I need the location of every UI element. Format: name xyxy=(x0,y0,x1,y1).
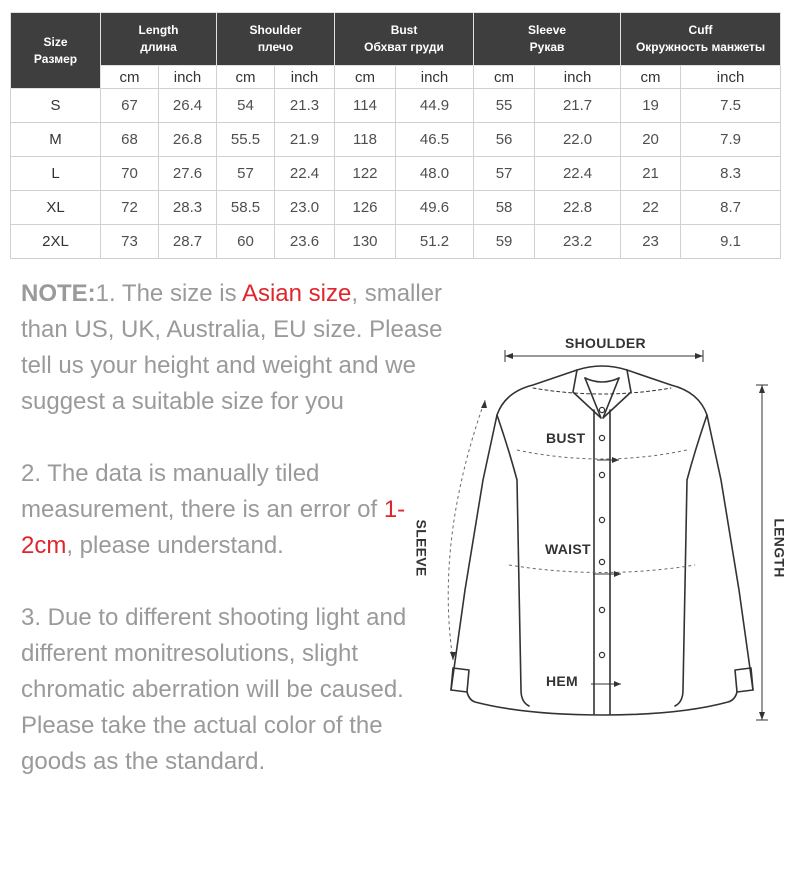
unit-cell: inch xyxy=(681,66,781,89)
measurement-cell: 7.9 xyxy=(681,123,781,157)
measurement-cell: 21 xyxy=(621,157,681,191)
shoulder-header: Shoulder плечо xyxy=(217,13,335,66)
measurement-cell: 28.7 xyxy=(159,225,217,259)
note-label: NOTE: xyxy=(21,280,96,307)
measurement-cell: 22.8 xyxy=(535,191,621,225)
measurement-cell: 51.2 xyxy=(396,225,474,259)
unit-cell: inch xyxy=(535,66,621,89)
size-notes xyxy=(21,276,451,816)
length-label: LENGTH xyxy=(771,518,788,578)
unit-cell: inch xyxy=(159,66,217,89)
error-range-highlight: 1-2cm xyxy=(21,496,406,559)
table-row xyxy=(11,157,781,191)
measurement-cell: 9.1 xyxy=(681,225,781,259)
measurement-cell: 20 xyxy=(621,123,681,157)
measurement-cell: 27.6 xyxy=(159,157,217,191)
measurement-cell: 68 xyxy=(101,123,159,157)
cuff-header: Cuff Окружность манжеты xyxy=(621,13,781,66)
measurement-cell: 22.0 xyxy=(535,123,621,157)
unit-cell: cm xyxy=(335,66,396,89)
table-row xyxy=(11,89,781,123)
table-header-row xyxy=(11,13,781,66)
table-row xyxy=(11,225,781,259)
table-row xyxy=(11,123,781,157)
measurement-cell: 55 xyxy=(474,89,535,123)
note-3: 3. Due to different shooting light and different monitresolutions, slight chromatic aberration will be caused. Please take the actual color of the goods as the standard. xyxy=(21,604,407,775)
measurement-cell: 23.0 xyxy=(275,191,335,225)
length-header: Length длина xyxy=(101,13,217,66)
unit-cell: inch xyxy=(275,66,335,89)
measurement-cell: 8.7 xyxy=(681,191,781,225)
measurement-cell: 57 xyxy=(474,157,535,191)
measurement-cell: 126 xyxy=(335,191,396,225)
size-cell: S xyxy=(11,89,101,123)
measurement-cell: 44.9 xyxy=(396,89,474,123)
unit-cell: cm xyxy=(621,66,681,89)
note-2: 2. The data is manually tiled measurement, there is an error of 1-2cm, please understand. xyxy=(21,460,406,559)
measurement-cell: 70 xyxy=(101,157,159,191)
measurement-cell: 23.6 xyxy=(275,225,335,259)
measurement-cell: 49.6 xyxy=(396,191,474,225)
waist-label: WAIST xyxy=(545,541,591,557)
measurement-cell: 54 xyxy=(217,89,275,123)
shirt-illustration xyxy=(405,330,790,730)
asian-size-highlight: Asian size xyxy=(241,280,352,307)
measurement-cell: 114 xyxy=(335,89,396,123)
measurement-cell: 26.4 xyxy=(159,89,217,123)
measurement-cell: 72 xyxy=(101,191,159,225)
sleeve-label: SLEEVE xyxy=(413,519,430,577)
measurement-cell: 23.2 xyxy=(535,225,621,259)
measurement-cell: 57 xyxy=(217,157,275,191)
measurement-cell: 22 xyxy=(621,191,681,225)
measurement-cell: 59 xyxy=(474,225,535,259)
measurement-cell: 58 xyxy=(474,191,535,225)
measurement-cell: 56 xyxy=(474,123,535,157)
hem-label: HEM xyxy=(546,673,579,689)
measurement-cell: 26.8 xyxy=(159,123,217,157)
size-cell: XL xyxy=(11,191,101,225)
measurement-cell: 60 xyxy=(217,225,275,259)
unit-cell: cm xyxy=(101,66,159,89)
measurement-cell: 58.5 xyxy=(217,191,275,225)
note-1: NOTE:1. The size is Asian size, smaller than US, UK, Australia, EU size. Please tell us your height and weight and we suggest a suitable size for you xyxy=(21,280,443,415)
size-chart-table xyxy=(10,12,781,259)
unit-cell: cm xyxy=(217,66,275,89)
measurement-cell: 55.5 xyxy=(217,123,275,157)
size-cell: L xyxy=(11,157,101,191)
unit-header-row xyxy=(11,66,781,89)
measurement-cell: 22.4 xyxy=(535,157,621,191)
sleeve-header: Sleeve Рукав xyxy=(474,13,621,66)
size-cell: 2XL xyxy=(11,225,101,259)
measurement-cell: 22.4 xyxy=(275,157,335,191)
size-cell: M xyxy=(11,123,101,157)
shoulder-label: SHOULDER xyxy=(565,335,646,351)
measurement-cell: 130 xyxy=(335,225,396,259)
measurement-cell: 48.0 xyxy=(396,157,474,191)
size-header: Size Размер xyxy=(11,13,101,89)
shirt-measurement-diagram xyxy=(405,330,790,730)
unit-cell: cm xyxy=(474,66,535,89)
unit-cell: inch xyxy=(396,66,474,89)
measurement-cell: 122 xyxy=(335,157,396,191)
measurement-cell: 21.3 xyxy=(275,89,335,123)
measurement-cell: 7.5 xyxy=(681,89,781,123)
measurement-cell: 73 xyxy=(101,225,159,259)
measurement-cell: 21.7 xyxy=(535,89,621,123)
measurement-cell: 28.3 xyxy=(159,191,217,225)
measurement-cell: 118 xyxy=(335,123,396,157)
bust-header: Bust Обхват груди xyxy=(335,13,474,66)
measurement-cell: 46.5 xyxy=(396,123,474,157)
measurement-cell: 67 xyxy=(101,89,159,123)
measurement-cell: 23 xyxy=(621,225,681,259)
bust-label: BUST xyxy=(546,430,586,446)
measurement-cell: 21.9 xyxy=(275,123,335,157)
table-row xyxy=(11,191,781,225)
measurement-cell: 8.3 xyxy=(681,157,781,191)
measurement-cell: 19 xyxy=(621,89,681,123)
